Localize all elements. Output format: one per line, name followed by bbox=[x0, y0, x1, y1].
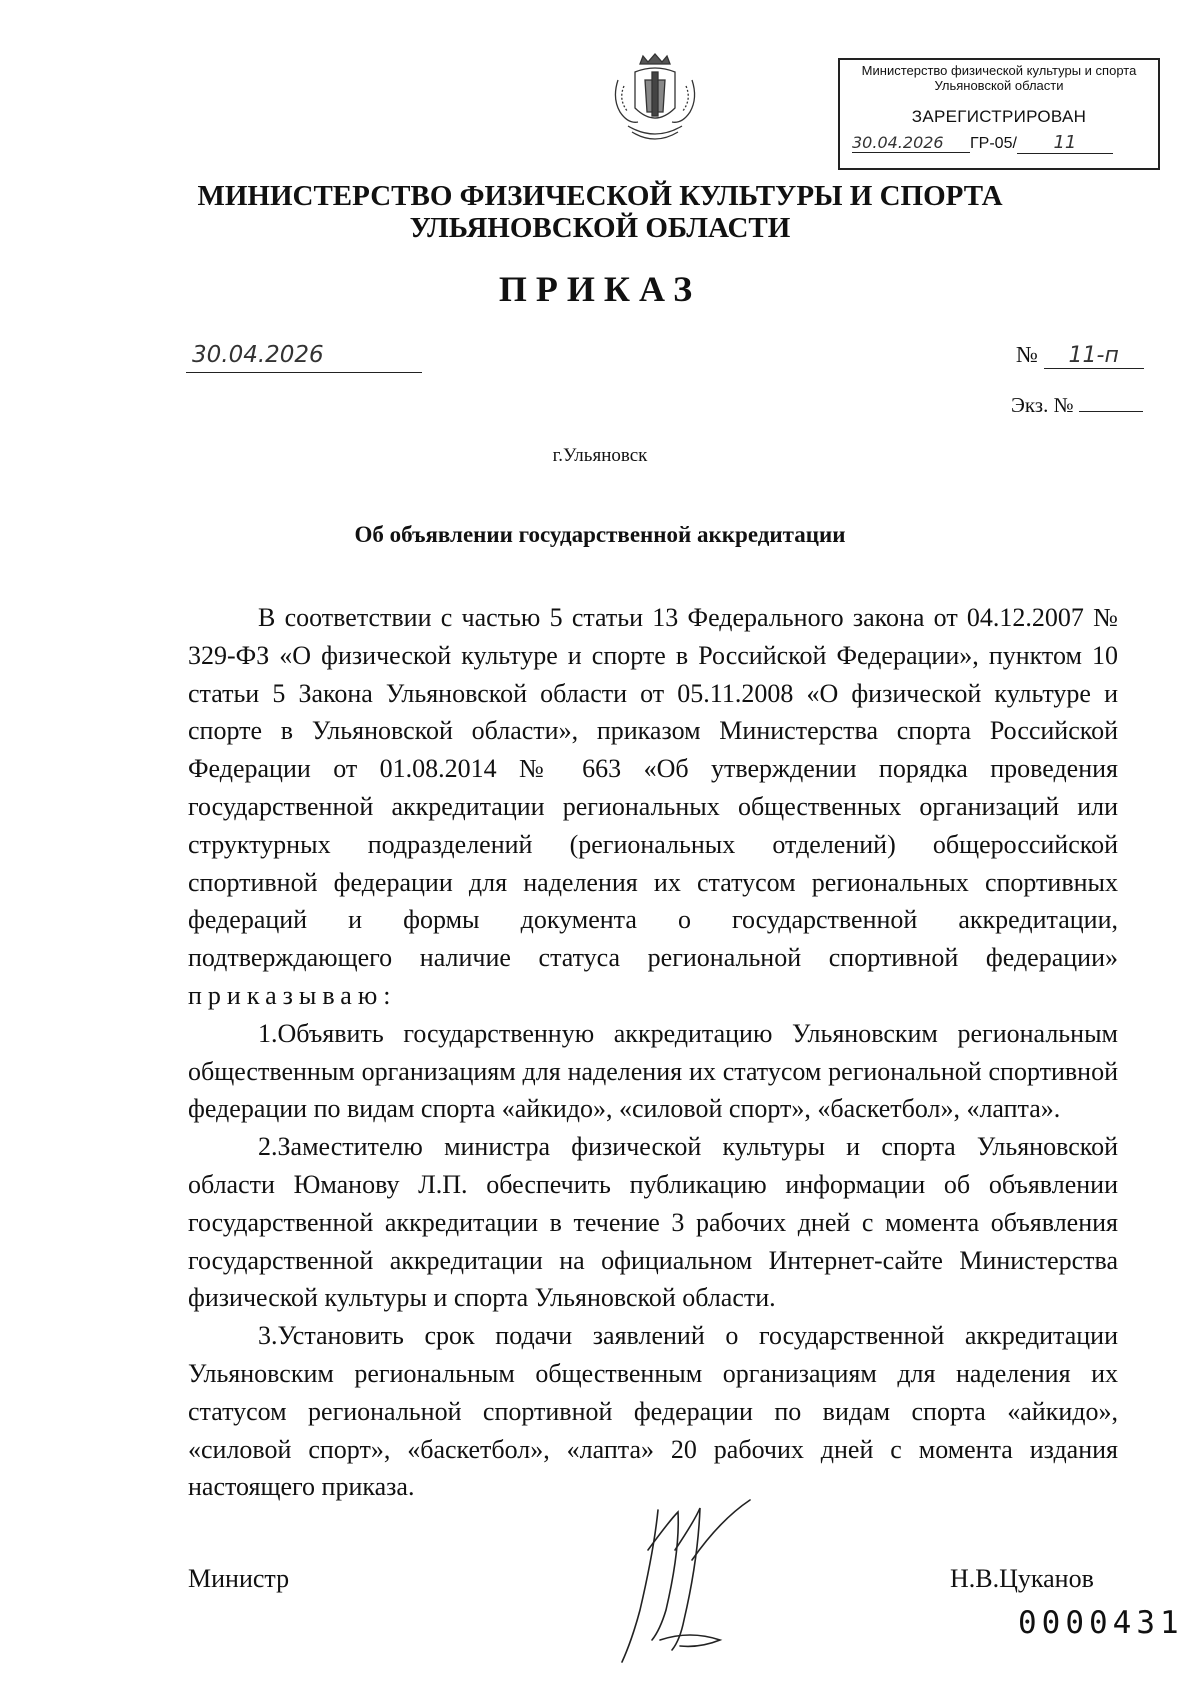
ministry-name-line2: УЛЬЯНОВСКОЙ ОБЛАСТИ bbox=[409, 212, 791, 244]
document-serial-number: 0000431 bbox=[1018, 1605, 1184, 1641]
copy-number-blank bbox=[1079, 393, 1143, 412]
city-label: г.Ульяновск bbox=[552, 445, 648, 466]
signer-title: Министр bbox=[188, 1564, 290, 1593]
order-number-label: № bbox=[1016, 342, 1038, 367]
stamp-handwritten-date: 30.04.2026 bbox=[852, 133, 970, 153]
order-date-field bbox=[186, 342, 422, 373]
stamp-ministry-line2: Ульяновской области bbox=[934, 78, 1064, 93]
order-number-handwritten: 11-п bbox=[1044, 343, 1144, 369]
signer-name: Н.В.Цуканов bbox=[950, 1564, 1094, 1593]
handwritten-signature bbox=[600, 1490, 770, 1670]
order-item-3: 3.Установить срок подачи заявлений о государственной аккредитации Ульяновским региональным общественным организациям для наделения их статусом региональной спортивной федерации по видам спорта «айкидо», «силовой спорт», «баскетбол», «лапта» 20 рабочих дней с момента издания настоящего приказа. bbox=[188, 1321, 1118, 1502]
order-body bbox=[188, 599, 1118, 1506]
stamp-handwritten-number: 11 bbox=[1017, 132, 1113, 154]
registration-stamp bbox=[838, 58, 1160, 170]
copy-number-label: Экз. № bbox=[1011, 393, 1074, 417]
ministry-name-line1: МИНИСТЕРСТВО ФИЗИЧЕСКОЙ КУЛЬТУРЫ И СПОРТА bbox=[197, 180, 1003, 212]
coat-of-arms-emblem bbox=[610, 52, 700, 144]
order-item-2: 2.Заместителю министра физической культуры и спорта Ульяновской области Юманову Л.П. обеспечить публикацию информации об объявлении государственной аккредитации в течение 3 рабочих дней с момента объявления государственной аккредитации на официальном Интернет-сайте Министерства физической культуры и спорта Ульяновской области. bbox=[188, 1132, 1118, 1313]
stamp-ministry-line1: Министерство физической культуры и спорта bbox=[861, 63, 1137, 78]
document-type-title: ПРИКАЗ bbox=[498, 269, 702, 309]
preamble-text: В соответствии с частью 5 статьи 13 Федерального закона от 04.12.2007 № 329-ФЗ «О физической культуре и спорте в Российской Федерации», пунктом 10 статьи 5 Закона Ульяновской области от 05.11.2008 «О физической культуре и спорте в Ульяновской области», приказом Министерства спорта Российской Федерации от 01.08.2014 № 663 «Об утверждении порядка проведения государственной аккредитации региональных общественных организаций или структурных подразделений (региональных отделений) общероссийской спортивной федерации для наделения их статусом региональных спортивных федераций и формы документа о государственной аккредитации, подтверждающего наличие статуса региональной спортивной федерации» bbox=[188, 603, 1118, 973]
order-date-handwritten: 30.04.2026 bbox=[192, 342, 324, 368]
preamble-paragraph bbox=[188, 599, 1118, 1015]
ministry-header bbox=[0, 180, 1200, 244]
stamp-status: ЗАРЕГИСТРИРОВАН bbox=[911, 107, 1087, 126]
stamp-registration-row bbox=[852, 132, 1146, 162]
order-item-1: 1.Объявить государственную аккредитацию Ульяновским региональным общественным организациям для наделения их статусом региональной спортивной федерации по видам спорта «айкидо», «силовой спорт», «баскетбол», «лапта». bbox=[188, 1018, 1118, 1124]
order-subject: Об объявлении государственной аккредитации bbox=[354, 522, 846, 547]
stamp-reg-prefix: ГР-05/ bbox=[970, 135, 1017, 152]
order-number-field bbox=[1016, 342, 1144, 369]
order-word: приказываю: bbox=[188, 980, 397, 1010]
copy-number-field bbox=[1011, 393, 1143, 418]
